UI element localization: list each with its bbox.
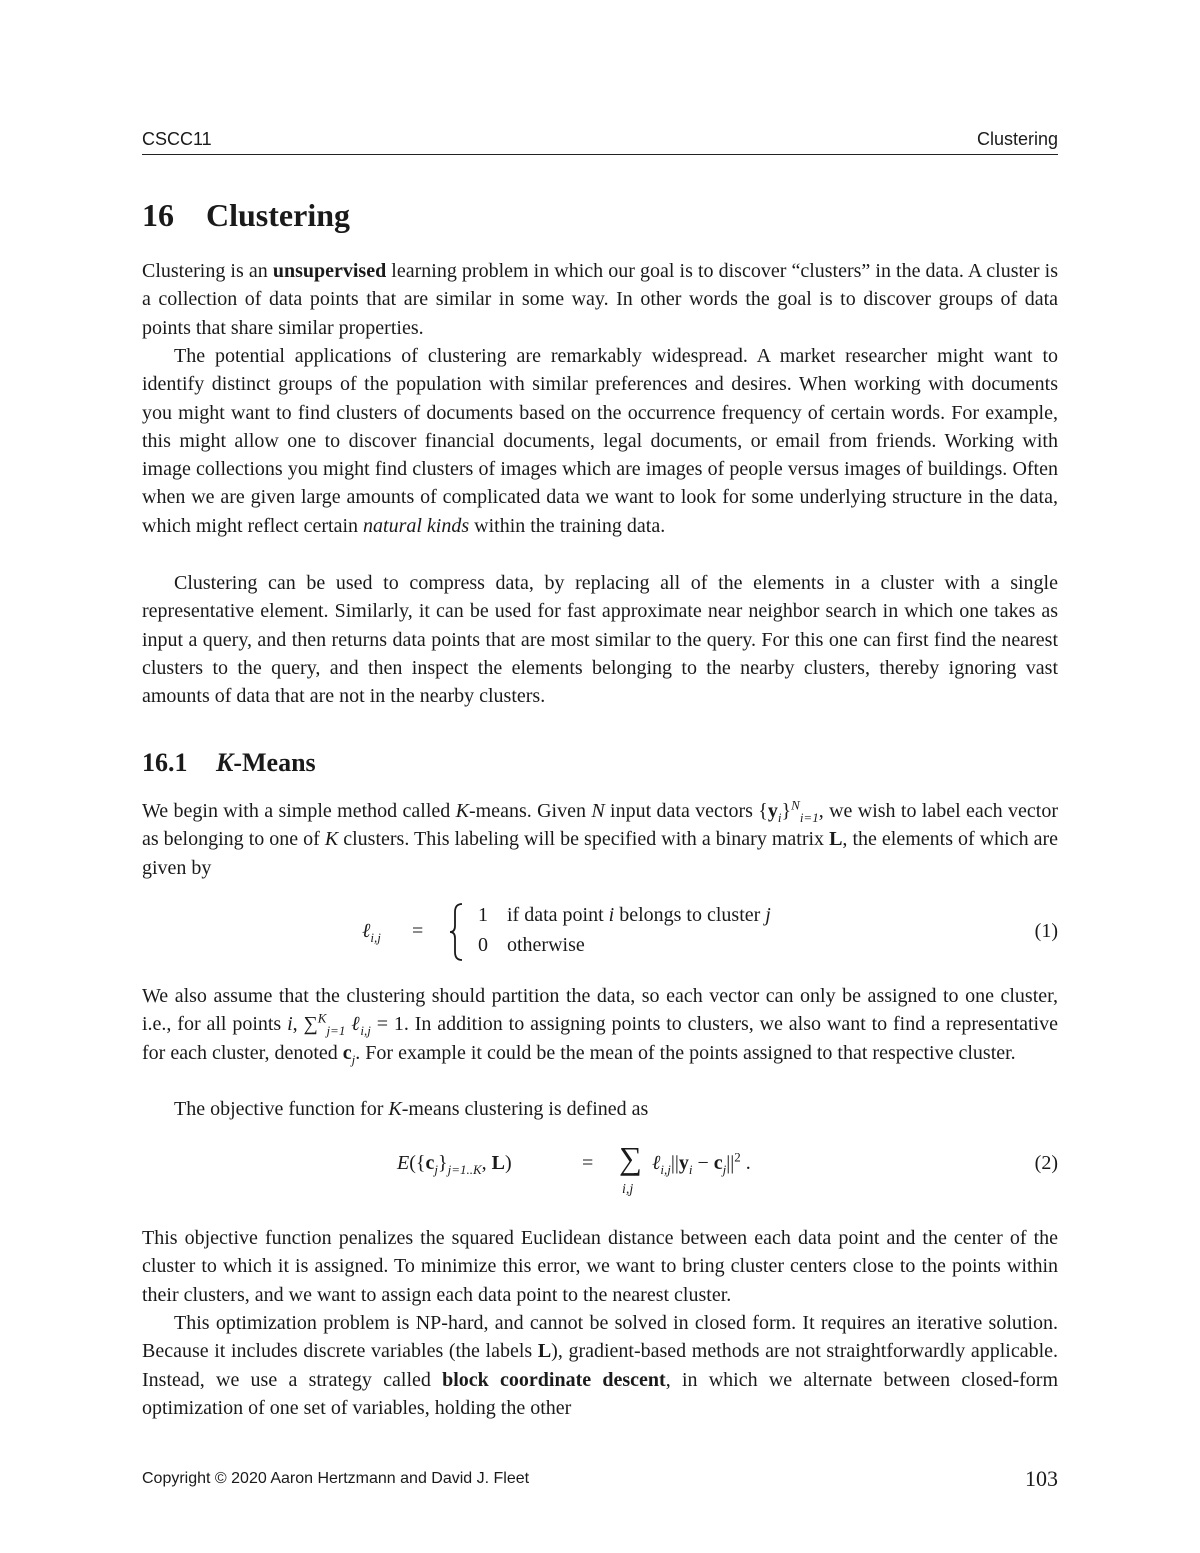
math-var: N [591,800,605,822]
italic-term: natural kinds [363,514,470,537]
summation-index: i,j [622,1182,634,1197]
bold-term: block coordinate descent [442,1368,666,1391]
text-run: This optimization problem is NP-hard, and cannot be solved in closed form. It requires an iterative solution. Because it includes discrete variables (the labels [142,1312,1058,1363]
text-run: ({ [409,1152,426,1174]
text-run: learning problem in which our goal is to discover “clusters” in the data. A cluster is a collection of data points that are similar in some way. In other words the goal is to discover groups of data points that share similar properties. [142,260,1059,339]
paragraph-partition [142,982,1058,1067]
paragraph-intro [142,257,1058,342]
text-run: . For example it could be the mean of the points assigned to that respective cluster. [355,1041,1016,1064]
math-sup: K [317,1010,327,1026]
math-var: i [287,1013,293,1036]
section-title: Clustering [206,197,350,233]
text-run: input data vectors { [604,800,768,822]
subsection-title: -Means [233,748,316,777]
text-run: Clustering is an [142,260,273,282]
text-run: , in which we alternate between closed-form optimization of one set of variables, holding the other [142,1368,1059,1419]
text-run: The objective function for [174,1098,389,1120]
equation-1 [142,898,1058,968]
math-var: L [537,1340,552,1363]
math-sub: j [434,1162,438,1177]
paragraph-objective-intro [142,1095,1058,1123]
math-sub: i [688,1162,693,1177]
math-var: j [765,904,771,926]
bold-term: unsupervised [272,260,387,282]
subsection-number: 16.1 [142,748,188,777]
math-var: c [713,1152,723,1174]
text-run: We begin with a simple method called [142,800,456,822]
text-run: ) [505,1152,512,1174]
paragraph-compression: Clustering can be used to compress data, by replacing all of the elements in a cluster with a single representative element. Similarly, it can be used for fast approximate near neighbor search in which one takes as input a query, and then returns data points that are most similar to the query. For this one can first find the nearest clusters to the query, and then inspect the elements belonging to the nearby clusters, thereby ignoring vast amounts of data that are not in the nearby clusters. [142,572,1058,708]
equation-number: (2) [1034,1152,1058,1174]
equation-number: (1) [1034,920,1058,942]
math-var: c [425,1152,435,1174]
text-run: } [438,1152,448,1174]
text-run: We also assume that the clustering should partition the data, so each vector can only be assigned to one cluster, i.e., for all points [142,985,1058,1036]
section-number: 16 [142,197,174,233]
math-sub: j=1 [326,1023,346,1039]
math-var: K [455,800,469,822]
math-var: ℓ [652,1152,661,1174]
text-run: clusters. This labeling will be specified with a binary matrix [338,828,830,851]
eq1-case2-value: 0 [478,934,488,956]
math-var: i [608,904,615,926]
math-sub: i [777,810,782,825]
text-run: , the elements of which are given by [142,828,1059,879]
page-number: 103 [1025,1466,1058,1491]
eq1-equals: = [412,920,424,942]
text-run: -means. Given [468,800,592,822]
math-var: K [388,1098,402,1120]
eq1-case2-condition: otherwise [507,934,585,956]
document-page [142,0,1058,1553]
paragraph-optimization [142,1309,1058,1422]
eq1-case1-value: 1 [478,904,488,926]
math-var: K [324,828,339,851]
subsection-k: K [216,748,234,777]
text-run: = 1. In addition to assigning points to clusters, we also want to find a representative for each cluster, denoted [142,1013,1058,1064]
text-run: } [781,800,792,822]
math-sup: 2 [734,1149,741,1165]
text-run: if data point [507,904,609,926]
summation-symbol: ∑ [619,1140,642,1176]
paragraph-applications [142,342,1058,540]
paragraph-penalty: This objective function penalizes the squared Euclidean distance between each data point and the center of the cluster to which it is assigned. To minimize this error, we want to bring cluster centers close to the points within their clusters, and we want to assign each data point to the nearest cluster. [142,1227,1058,1306]
math-sub: j [722,1162,727,1177]
page-footer [142,1466,1058,1491]
text-run: , ∑ [292,1013,318,1036]
section-heading [142,197,350,234]
math-var: L [491,1152,506,1174]
eq2-lhs [397,1152,512,1175]
equation-2 [142,1142,1058,1206]
eq1-brace [447,902,467,962]
text-run: . [740,1152,751,1174]
math-sub: j [351,1051,356,1067]
math-sub: i,j [360,1023,371,1039]
paragraph-kmeans-intro [142,797,1058,882]
running-header [142,128,1058,155]
text-run: − [692,1152,714,1174]
copyright-notice: Copyright © 2020 Aaron Hertzmann and David J. Fleet [142,1470,530,1487]
text-run: The potential applications of clustering are remarkably widespread. A market researcher might want to identify distinct groups of the population with similar preferences and desires. When working with documents you might want to find clusters of documents based on the occurrence frequency of certain words. For example, this might allow one to discover financial documents, legal documents, or email from friends. Working with image collections you might find clusters of images which are images of people versus images of buildings. Often when we are given large amounts of complicated data we want to look for some underlying structure in the data, which might reflect certain [142,345,1058,537]
math-var: c [342,1041,352,1064]
eq2-equals: = [582,1152,594,1174]
math-var: ℓ [362,920,371,942]
math-sub: i=1 [799,810,819,825]
text-run: ), gradient-based methods are not straightforwardly applicable. Instead, we use a strategy called [142,1340,1059,1391]
text-run: belongs to cluster [614,904,766,926]
math-sub: i,j [370,930,381,945]
math-var: y [678,1152,689,1174]
header-chapter: Clustering [976,129,1058,149]
math-sub: i,j [660,1162,671,1177]
text-run: -means clustering is defined as [401,1098,649,1120]
math-var: y [767,800,778,822]
math-var: E [397,1152,410,1174]
text-run: || [726,1152,735,1174]
math-sub: j=1..K [447,1162,482,1177]
text-run: || [670,1152,679,1174]
math-var: L [829,828,843,851]
text-run: within the training data. [469,514,666,537]
text-run: , we wish to label each vector as belonging to one of [142,800,1058,851]
math-sup: N [791,797,800,813]
eq1-lhs [362,920,381,943]
math-var: ℓ [345,1013,361,1036]
header-course: CSCC11 [142,129,212,149]
text-run: , [481,1152,492,1174]
eq2-rhs [652,1149,751,1177]
eq1-case1-condition [507,904,771,927]
subsection-heading [142,748,316,778]
